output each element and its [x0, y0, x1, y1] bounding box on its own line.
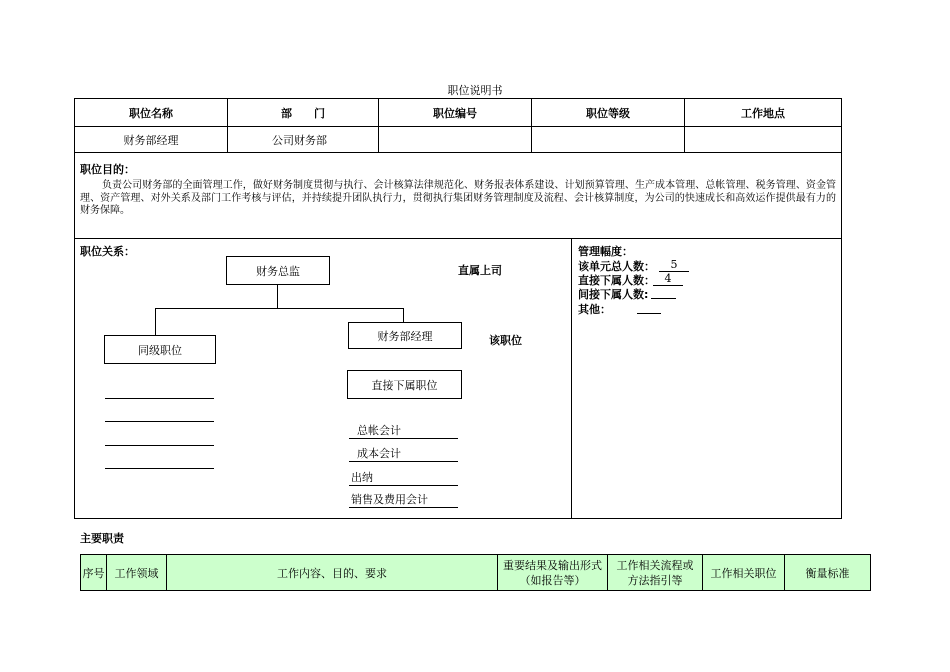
relations-label: 职位关系：	[80, 245, 135, 258]
duties-col-divider	[870, 554, 871, 591]
table-row-divider	[74, 152, 842, 153]
value-position-level	[532, 127, 684, 152]
value-work-location	[685, 127, 841, 152]
peer-blank-line	[105, 445, 214, 446]
scope-total-label: 该单元总人数：	[578, 260, 655, 273]
value-position-name: 财务部经理	[123, 133, 179, 147]
duties-header-content: 工作内容、目的、要求	[277, 566, 387, 580]
peer-box: 同级职位	[104, 335, 216, 364]
duties-border-bottom	[80, 590, 871, 591]
header-position-level: 职位等级	[586, 106, 630, 120]
scope-direct-label: 直接下属人数：	[578, 274, 655, 287]
scope-other-value	[637, 301, 661, 314]
superior-box: 财务总监	[226, 256, 330, 285]
subordinate-item: 成本会计	[349, 445, 458, 462]
duties-header-seq: 序号	[82, 566, 105, 580]
org-connector	[155, 308, 404, 309]
duties-header-flow-line2: 方法指引等	[627, 573, 683, 587]
scope-indirect-value	[651, 286, 676, 299]
subordinate-item: 总帐会计	[349, 422, 458, 439]
scope-other-label: 其他：	[578, 303, 611, 316]
header-position-name: 职位名称	[129, 106, 173, 120]
duties-header-related: 工作相关职位	[710, 566, 777, 580]
table-border-right	[841, 98, 842, 519]
duties-header-result-line1: 重要结果及输出形式	[503, 558, 602, 572]
table-border-bottom	[74, 518, 842, 519]
duties-header-result-line2: （如报告等）	[519, 573, 586, 587]
scope-indirect-label: 间接下属人数:	[578, 288, 649, 301]
section-divider	[571, 238, 572, 519]
subordinate-item: 出纳	[349, 469, 458, 486]
table-border-left	[74, 98, 75, 519]
org-connector	[403, 308, 404, 322]
self-box: 财务部经理	[348, 322, 462, 349]
peer-blank-line	[105, 398, 214, 399]
duties-header-area: 工作领域	[114, 566, 159, 580]
header-department: 部 门	[281, 106, 325, 120]
duties-header-measure: 衡量标准	[805, 566, 850, 580]
scope-label: 管理幅度：	[578, 245, 633, 258]
org-connector	[155, 308, 156, 335]
peer-blank-line	[105, 468, 214, 469]
superior-tag: 直属上司	[458, 264, 502, 277]
self-tag: 该职位	[489, 334, 522, 347]
duties-header-result	[498, 555, 607, 590]
duties-section-title: 主要职责	[80, 532, 124, 545]
duties-header-flow	[608, 555, 702, 590]
document-title: 职位说明书	[447, 84, 503, 97]
header-work-location: 工作地点	[741, 106, 785, 120]
table-row-divider	[74, 238, 842, 239]
purpose-label: 职位目的：	[80, 163, 135, 176]
scope-total-value: 5	[659, 258, 689, 272]
org-connector	[277, 284, 278, 308]
header-position-code: 职位编号	[433, 106, 477, 120]
value-department: 公司财务部	[272, 133, 327, 147]
subordinate-box: 直接下属职位	[347, 370, 462, 399]
peer-blank-line	[105, 421, 214, 422]
value-position-code	[379, 127, 531, 152]
duties-header-flow-line1: 工作相关流程或	[616, 558, 694, 572]
subordinate-item: 销售及费用会计	[349, 491, 458, 508]
purpose-text: 负责公司财务部的全面管理工作，做好财务制度贯彻与执行、会计核算法律规范化、财务报表体系建设、计划预算管理、生产成本管理、总帐管理、税务管理、资金管理、资产管理、对外关系及部门工作考核与评估，并持续提升团队执行力，贯彻执行集团财务管理制度及流程、会计核算制度，为公司的快速成长和高效运作提供最有力的财务保障。	[80, 180, 836, 216]
scope-direct-value: 4	[653, 272, 683, 286]
